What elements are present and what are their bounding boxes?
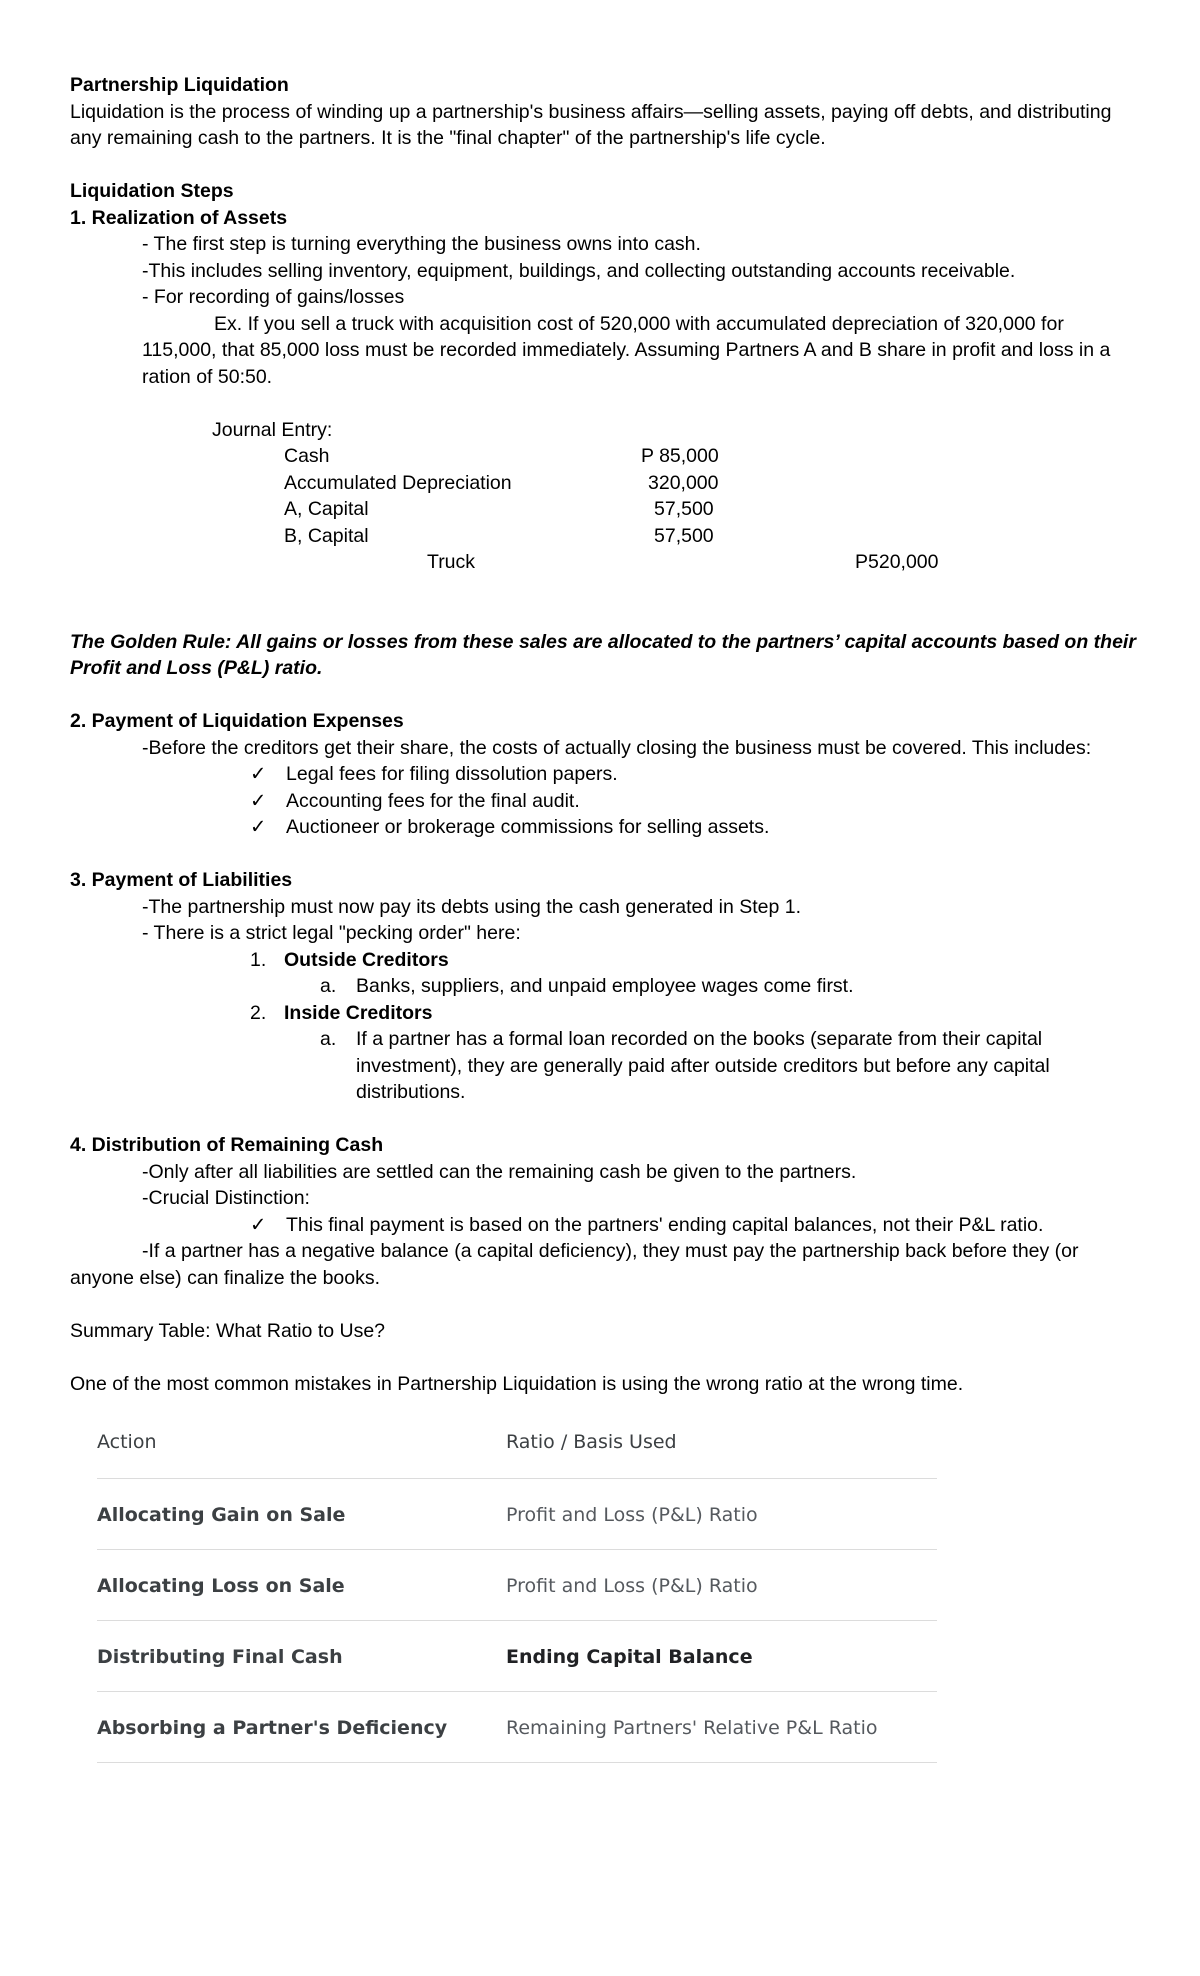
- step4-line: -Crucial Distinction:: [142, 1187, 310, 1209]
- creditor-subitem: [70, 1026, 1140, 1106]
- check-item: [70, 814, 1140, 841]
- table-cell-action: Allocating Gain on Sale: [97, 1504, 346, 1526]
- journal-debit-amount: 57,500: [654, 498, 714, 520]
- table-header-basis: Ratio / Basis Used: [506, 1431, 677, 1453]
- page-title: Partnership Liquidation: [70, 74, 289, 96]
- checkmark-icon: ✓: [250, 789, 267, 812]
- creditor-item: [70, 947, 1140, 974]
- list-letter: a.: [320, 1028, 337, 1050]
- creditor-item: [70, 1000, 1140, 1027]
- journal-debit-account: B, Capital: [284, 524, 369, 547]
- step1-heading: 1. Realization of Assets: [70, 206, 288, 229]
- journal-entry-label: Journal Entry:: [212, 418, 333, 441]
- check-item-text: Auctioneer or brokerage commissions for selling assets.: [286, 816, 770, 838]
- step4-heading: 4. Distribution of Remaining Cash: [70, 1134, 384, 1156]
- table-cell-basis: Profit and Loss (P&L) Ratio: [506, 1504, 758, 1526]
- checkmark-icon: ✓: [250, 816, 267, 838]
- creditor-subitem: [70, 973, 1140, 1000]
- check-item-text: This final payment is based on the partners' ending capital balances, not their P&L ratio.: [286, 1213, 1044, 1236]
- journal-debit-account: Cash: [284, 445, 330, 467]
- journal-debit-account: A, Capital: [284, 498, 369, 520]
- check-item: [70, 761, 1140, 788]
- step4-line: -Only after all liabilities are settled can the remaining cash be given to the partners.: [142, 1160, 857, 1183]
- table-cell-basis: Profit and Loss (P&L) Ratio: [506, 1575, 758, 1597]
- list-letter: a.: [320, 975, 337, 997]
- step1-line: - For recording of gains/losses: [142, 286, 405, 308]
- journal-debit-account: Accumulated Depreciation: [284, 471, 512, 494]
- table-cell-action: Absorbing a Partner's Deficiency: [97, 1717, 448, 1739]
- journal-debit-amount: P 85,000: [641, 445, 719, 467]
- summary-title: Summary Table: What Ratio to Use?: [70, 1319, 386, 1342]
- step3-line: -The partnership must now pay its debts using the cash generated in Step 1.: [142, 895, 802, 918]
- creditor-label: Inside Creditors: [284, 1001, 433, 1024]
- checkmark-icon: ✓: [250, 763, 267, 785]
- intro-paragraph: Liquidation is the process of winding up a partnership's business affairs—selling assets, paying off debts, and distributing any remaining cash to the partners. It is the "final chapter" of the partnership's life cycle.: [70, 100, 1112, 149]
- checkmark-icon: ✓: [250, 1213, 267, 1236]
- table-cell-basis: Remaining Partners' Relative P&L Ratio: [506, 1717, 878, 1739]
- steps-heading: Liquidation Steps: [70, 180, 234, 202]
- table-cell-action: Allocating Loss on Sale: [97, 1575, 345, 1597]
- summary-table: [97, 1418, 937, 1763]
- table-header-action: Action: [97, 1431, 157, 1453]
- journal-debit-amount: 57,500: [654, 524, 714, 547]
- creditor-label: Outside Creditors: [284, 948, 449, 971]
- step3-line: - There is a strict legal "pecking order" here:: [142, 922, 521, 944]
- journal-credit-account: Truck: [427, 551, 476, 573]
- list-number: 1.: [250, 948, 267, 971]
- step1-example: Ex. If you sell a truck with acquisition cost of 520,000 with accumulated depreciation of 320,000 for 115,000, that 85,000 loss must be recorded immediately. Assuming Partners A and B share in profit and loss in a ration of 50:50.: [142, 312, 1111, 388]
- check-item-text: Accounting fees for the final audit.: [286, 789, 580, 812]
- table-row: [97, 1692, 937, 1763]
- table-cell-basis: Ending Capital Balance: [506, 1646, 753, 1668]
- creditor-subitem-text: If a partner has a formal loan recorded on the books (separate from their capital investment), they are generally paid after outside creditors but before any capital distributions.: [356, 1028, 1050, 1103]
- journal-entry: [70, 417, 1140, 576]
- list-number: 2.: [250, 1001, 267, 1024]
- journal-credit-amount: P520,000: [855, 551, 939, 573]
- check-item-text: Legal fees for filing dissolution papers.: [286, 763, 618, 785]
- check-item: [70, 788, 1140, 815]
- table-header-row: [97, 1418, 937, 1479]
- journal-debit-amount: 320,000: [648, 471, 719, 494]
- check-item: [70, 1212, 1140, 1239]
- table-row: [97, 1550, 937, 1621]
- step1-line: - The first step is turning everything the business owns into cash.: [142, 233, 701, 255]
- step2-line: -Before the creditors get their share, the costs of actually closing the business must be covered. This includes:: [142, 736, 1092, 759]
- table-cell-action: Distributing Final Cash: [97, 1646, 343, 1668]
- document-body: [70, 72, 1140, 1397]
- summary-intro: One of the most common mistakes in Partnership Liquidation is using the wrong ratio at the wrong time.: [70, 1372, 964, 1395]
- step2-heading: 2. Payment of Liquidation Expenses: [70, 710, 404, 732]
- table-row: [97, 1621, 937, 1692]
- step3-heading: 3. Payment of Liabilities: [70, 869, 293, 891]
- step1-line: -This includes selling inventory, equipment, buildings, and collecting outstanding accounts receivable.: [142, 259, 1016, 282]
- step4-deficiency: -If a partner has a negative balance (a capital deficiency), they must pay the partnership back before they (or anyone else) can finalize the books.: [70, 1240, 1079, 1289]
- creditor-subitem-text: Banks, suppliers, and unpaid employee wages come first.: [356, 975, 854, 997]
- table-row: [97, 1479, 937, 1550]
- golden-rule: The Golden Rule: All gains or losses from these sales are allocated to the partners’ capital accounts based on their Profit and Loss (P&L) ratio.: [70, 630, 1136, 679]
